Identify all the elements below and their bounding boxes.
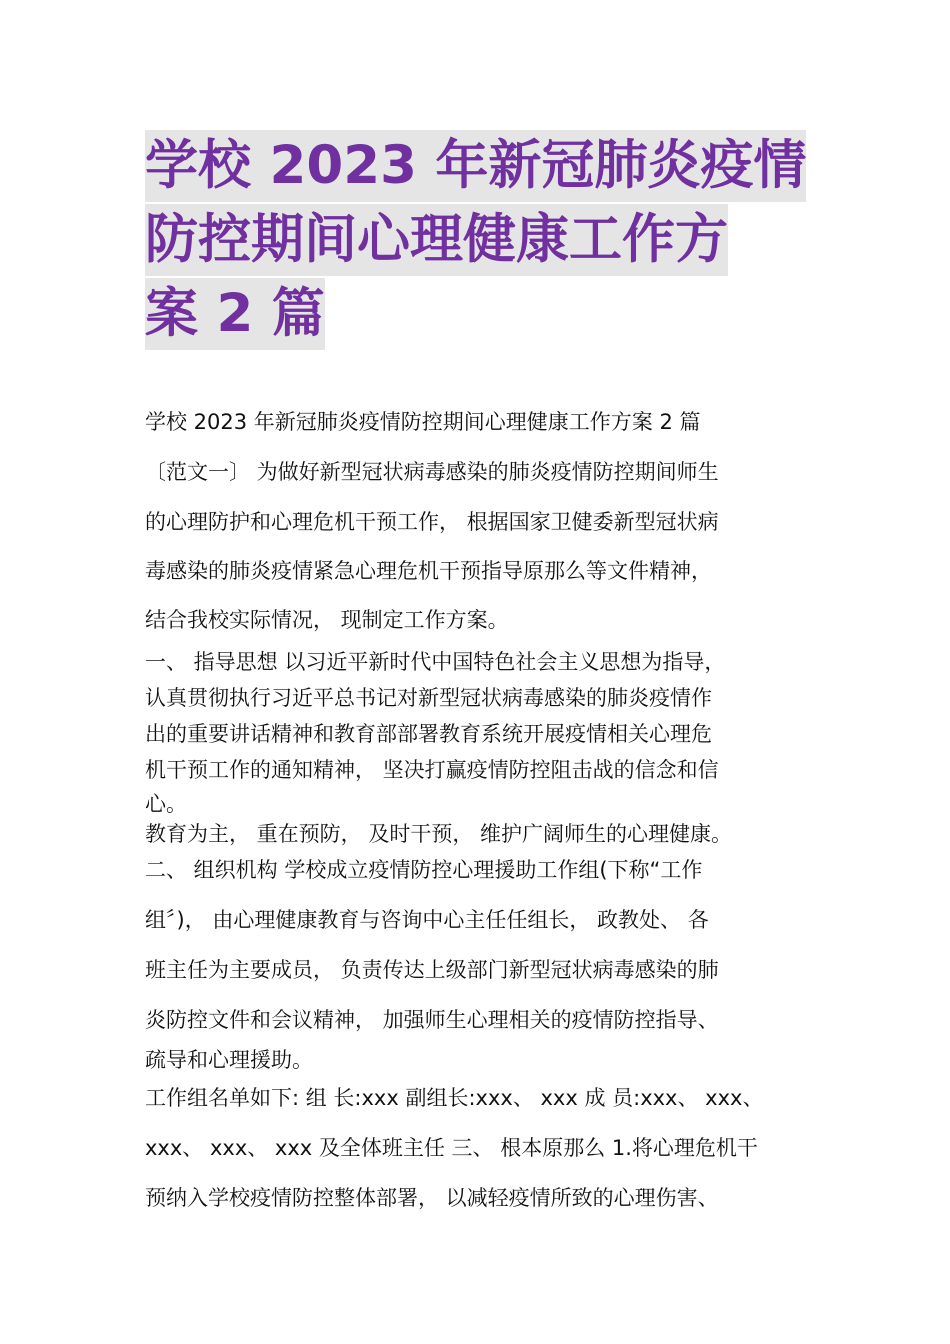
body-line: 出的重要讲话精神和教育部部署教育系统开展疫情相关心理危 (145, 722, 712, 746)
body-line: 机干预工作的通知精神， 坚决打赢疫情防控阻击战的信念和信 (145, 758, 719, 782)
body-line: 教育为主， 重在预防， 及时干预， 维护广阔师生的心理健康。 (145, 822, 733, 846)
body-line: 学校 2023 年新冠肺炎疫情防控期间心理健康工作方案 2 篇 (145, 410, 701, 434)
body-line: 〔范文一〕 为做好新型冠状病毒感染的肺炎疫情防控期间师生 (145, 460, 719, 484)
body-line: 二、 组织机构 学校成立疫情防控心理援助工作组(下称“工作 (145, 858, 703, 882)
body-line: xxx、 xxx、 xxx 及全体班主任 三、 根本原那么 1.将心理危机干 (145, 1136, 758, 1160)
title-line-text: 案 2 篇 (145, 278, 325, 350)
body-line: 结合我校实际情况， 现制定工作方案。 (145, 608, 509, 632)
title-line-text: 防控期间心理健康工作方 (145, 204, 728, 276)
title-line (145, 130, 815, 202)
body-line: 疏导和心理援助。 (145, 1048, 313, 1072)
body-line: 认真贯彻执行习近平总书记对新型冠状病毒感染的肺炎疫情作 (145, 686, 712, 710)
title-line (145, 278, 815, 350)
title-line-text: 学校 2023 年新冠肺炎疫情 (145, 130, 806, 202)
document-title (145, 130, 815, 352)
body-line: 心。 (145, 792, 187, 816)
body-line: 的心理防护和心理危机干预工作， 根据国家卫健委新型冠状病 (145, 510, 719, 534)
body-line: 一、 指导思想 以习近平新时代中国特色社会主义思想为指导， (145, 650, 726, 674)
body-line: 炎防控文件和会议精神， 加强师生心理相关的疫情防控指导、 (145, 1008, 719, 1032)
body-line: 班主任为主要成员， 负责传达上级部门新型冠状病毒感染的肺 (145, 958, 719, 982)
body-line: 预纳入学校疫情防控整体部署， 以减轻疫情所致的心理伤害、 (145, 1186, 719, 1210)
body-line: 组〞)， 由心理健康教育与咨询中心主任任组长， 政教处、 各 (145, 908, 709, 932)
title-line (145, 204, 815, 276)
body-line: 毒感染的肺炎疫情紧急心理危机干预指导原那么等文件精神， (145, 559, 712, 583)
body-line: 工作组名单如下: 组 长:xxx 副组长:xxx、 xxx 成 员:xxx、 xxx、 (145, 1086, 764, 1110)
